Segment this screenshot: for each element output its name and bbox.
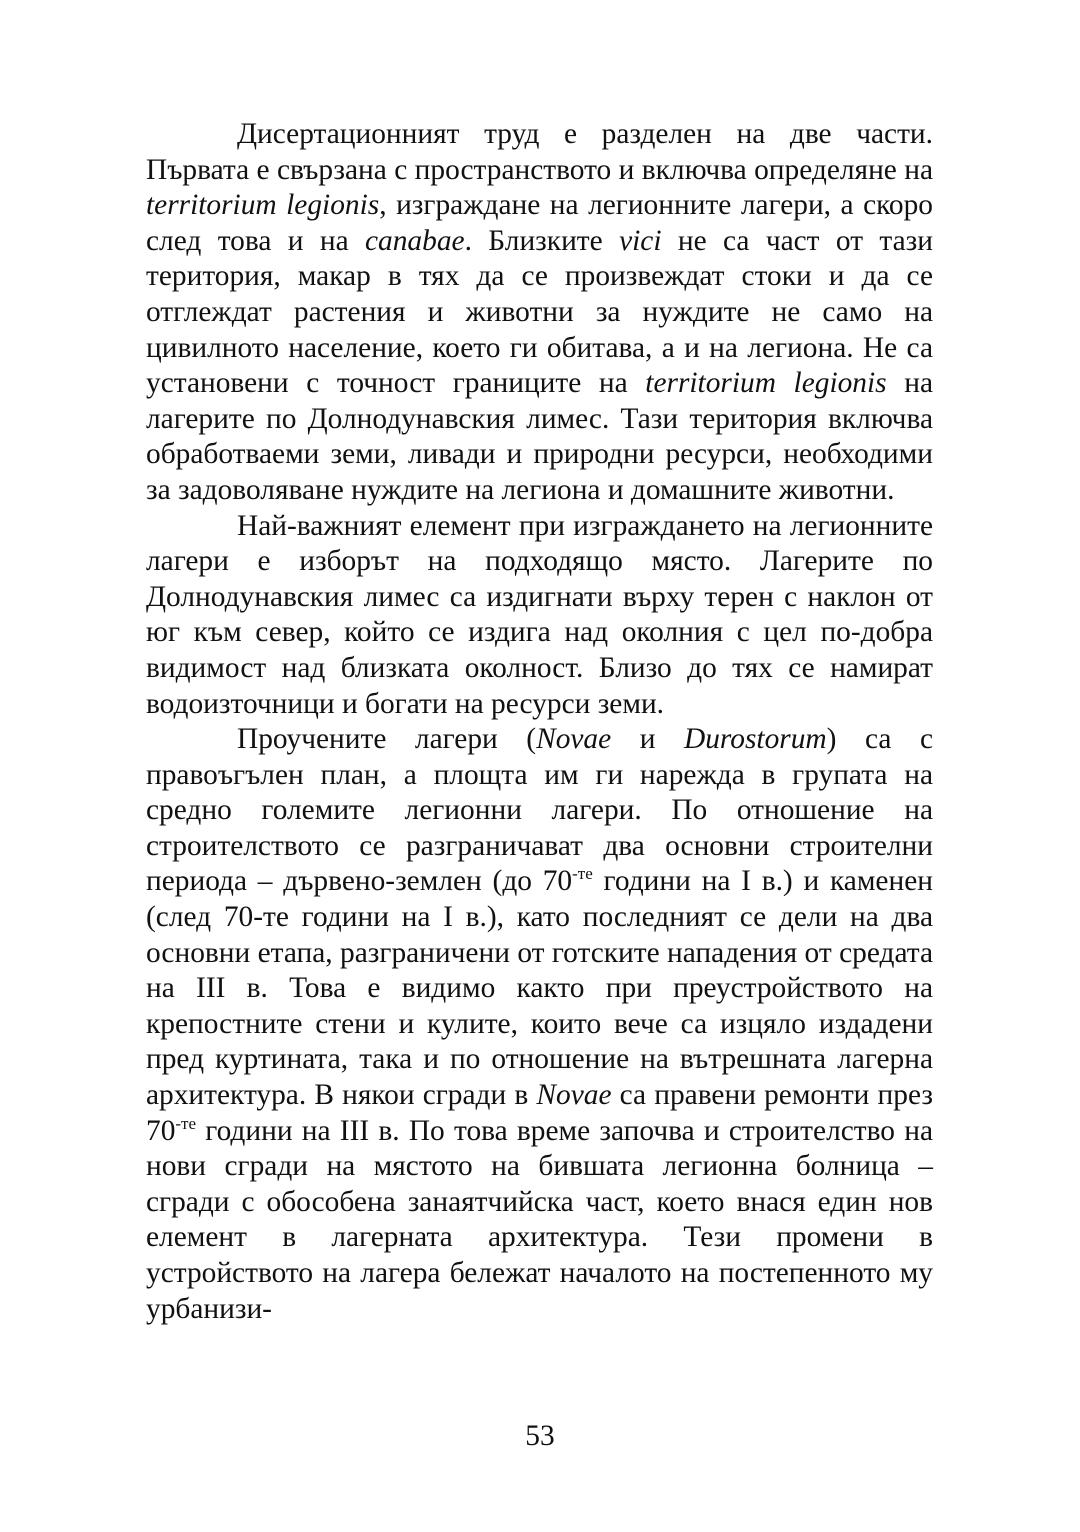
- paragraph-3: [146, 722, 933, 1327]
- text-run: години на I в.) и каменен (след 70-те години на I в.), като последният се дели на два основни етапа, разграничени от готските нападения от средата на III в. Това е видимо както при преустройството на крепостните стени и кулите, които вече са изцяло издадени пред куртината, така и по отношение на вътрешната лагерна архитектура. В някои сгради в: [146, 865, 933, 1112]
- text-run: Проучените лагери (: [237, 723, 537, 756]
- text-run: и: [611, 723, 684, 756]
- text-run: Дисертационният труд е разделен на две части. Първата е свързана с пространството и включва определяне на: [146, 118, 933, 186]
- text-run: не са част от тази територия, макар в тях да се произвеждат стоки и да се отглеждат растения и животни за нуждите не само на цивилното население, което ги обитава, а и на легиона. Не са установени с точност границите на: [146, 224, 934, 400]
- italic-term: Novae: [536, 723, 612, 756]
- italic-term: territorium legionis: [645, 367, 887, 400]
- italic-term: canabae: [365, 224, 465, 257]
- text-run: години на III в. По това време започва и строителство на нови сгради на мястото на бившата легионна болница – сгради с обособена занаятчийска част, което внася един нов елемент в лагерната архитектура. Тези промени в устройството на лагера бележат началото на постепенното му урбанизи-: [146, 1114, 933, 1325]
- page-body: [146, 117, 933, 1327]
- paragraph-2: [146, 509, 933, 723]
- text-run: са правени ремонти през 70: [146, 1079, 933, 1147]
- superscript: -те: [572, 864, 593, 884]
- text-run: на лагерите по Долнодунавския лимес. Тази територия включва обработваеми земи, ливади и природни ресурси, необходими за задоволяване нуждите на легиона и домашните животни.: [146, 367, 933, 506]
- text-run: , изграждане на легионните лагери, а скоро след това и на: [146, 189, 933, 257]
- italic-term: Novae: [536, 1079, 612, 1112]
- superscript: -те: [175, 1113, 197, 1133]
- italic-term: Durostorum: [684, 723, 827, 756]
- page-number: 53: [525, 1420, 555, 1452]
- text-run: Най-важният елемент при изграждането на легионните лагери е изборът на подходящо място. Лагерите по Долнодунавския лимес са издигнати върху терен с наклон от юг към север, който се издига над околния с цел по-добра видимост над близката околност. Близо до тях се намират водоизточници и богати на ресурси земи.: [146, 509, 933, 720]
- paragraph-1: [146, 117, 933, 509]
- text-run: . Близките: [464, 224, 620, 257]
- italic-term: vici: [619, 224, 662, 257]
- italic-term: territorium legionis: [146, 189, 380, 222]
- text-run: ) са с правоъгълен план, а площта им ги нарежда в групата на средно големите легионни лагери. По отношение на строителството се разграничават два основни строителни периода – дървено-землен (до 70: [146, 723, 933, 898]
